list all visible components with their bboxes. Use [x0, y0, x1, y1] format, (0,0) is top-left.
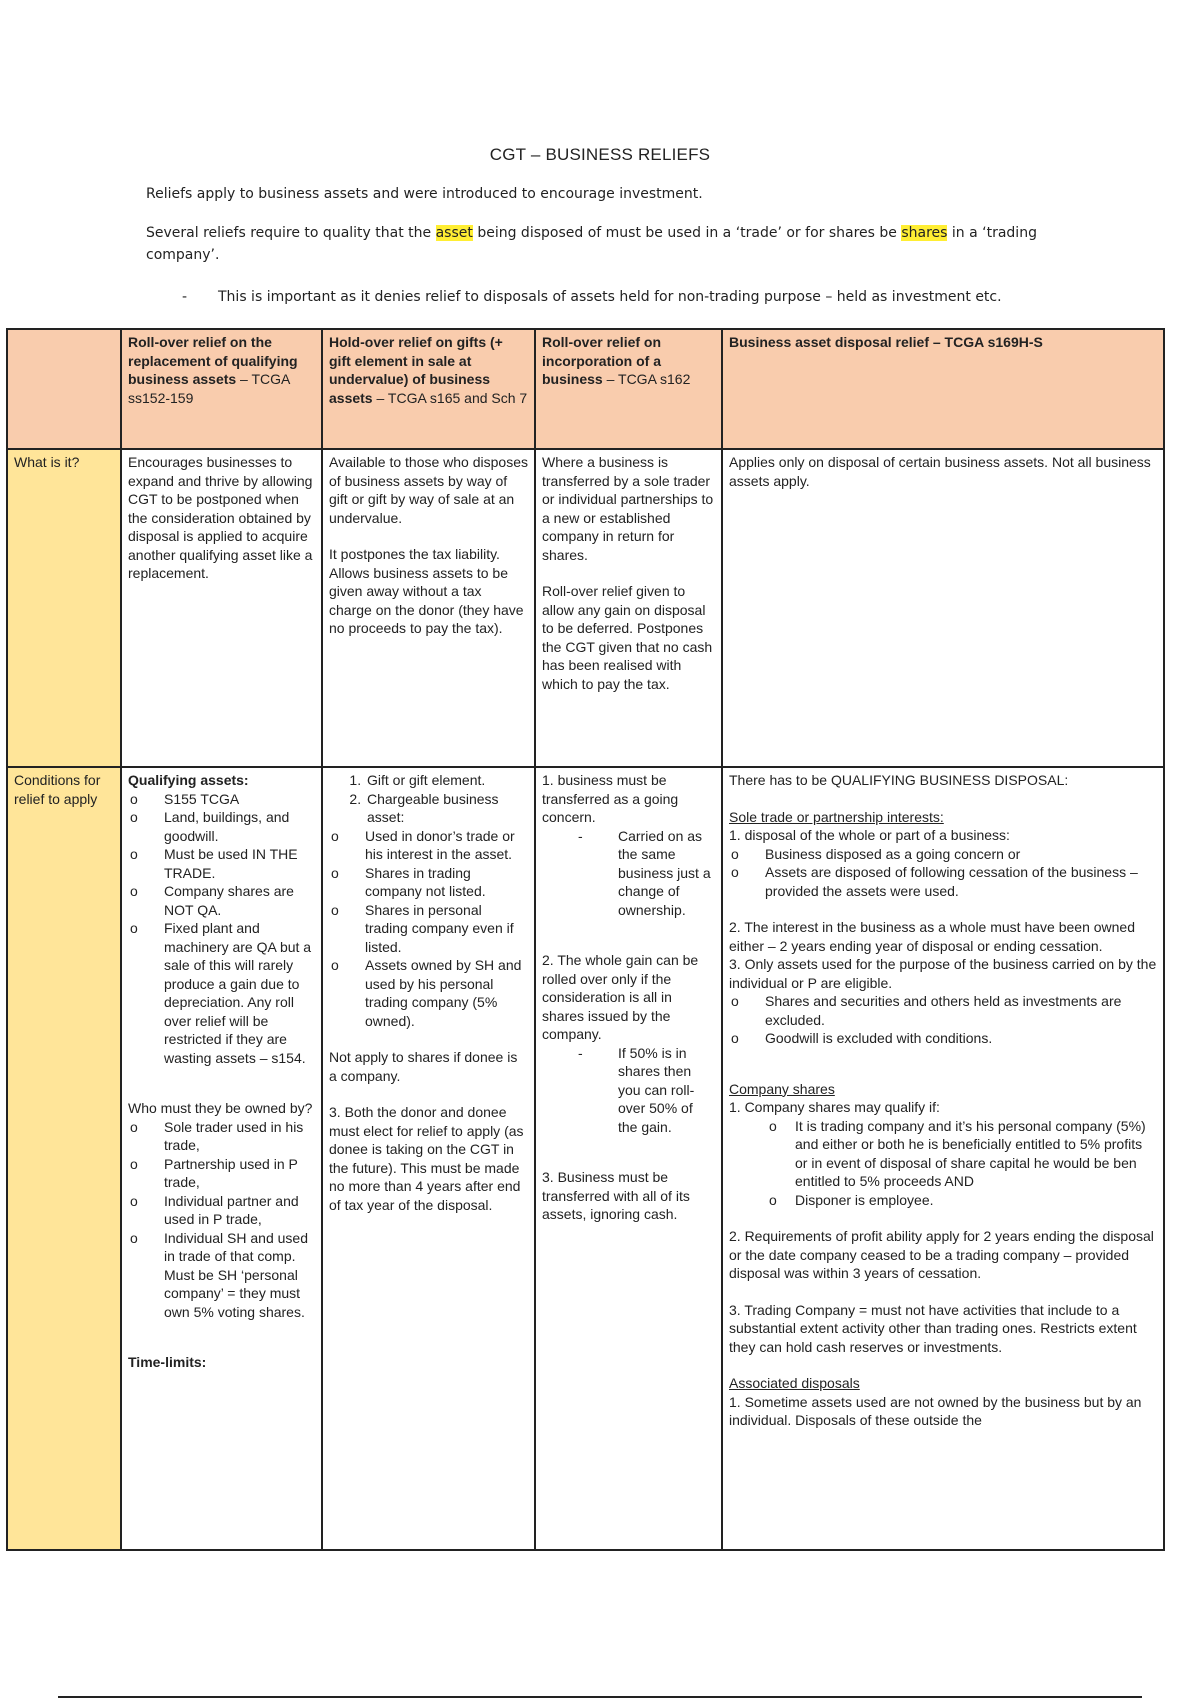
list-item: o Disponer is employee.: [767, 1191, 1157, 1210]
list-item: 2. Chargeable business asset:: [365, 790, 528, 827]
reliefs-table: [6, 328, 1165, 1551]
cell-holdover-conditions: [322, 767, 535, 1550]
intro-text: being disposed of must be used in a ‘trade’ or for shares be: [477, 225, 897, 241]
list-item: o Fixed plant and machinery are QA but a sale of this will rarely produce a gain due to depreciation. Any roll over relief will be restricted if they are wasting assets – s154.: [128, 919, 315, 1067]
holdover-numbered-list: [329, 771, 528, 827]
cell-incorporation-conditions: [535, 767, 722, 1550]
time-limits-heading: Time-limits:: [128, 1354, 207, 1370]
sole-trade-list: [729, 845, 1157, 901]
intro-bullet: [182, 289, 1002, 305]
corner-cell: [7, 329, 121, 449]
list-item: o Assets are disposed of following cessation of the business – provided the assets were used.: [729, 863, 1157, 900]
company-shares-heading: Company shares: [729, 1080, 835, 1097]
company-shares-point-1: 1. Company shares may qualify if:: [729, 1099, 940, 1115]
list-item: o Partnership used in P trade,: [128, 1155, 315, 1192]
qualifying-assets-heading: Qualifying assets:: [128, 772, 249, 788]
going-concern-sublist: [542, 827, 715, 920]
company-shares-point-2: 2. Requirements of profit ability apply for 2 years ending the disposal or the date company ceased to be a trading company – provided disposal was within 3 years of cessation.: [729, 1228, 1154, 1281]
holdover-note: Not apply to shares if donee is a company.: [329, 1049, 518, 1084]
list-item: o Shares in trading company not listed.: [329, 864, 528, 901]
dash-bullet: -: [182, 289, 188, 305]
qualifying-disposal-heading: There has to be QUALIFYING BUSINESS DISPOSAL:: [729, 772, 1069, 788]
sole-trade-point-3: 3. Only assets used for the purpose of the business carried on by the individual or P are eligible.: [729, 956, 1157, 991]
cell-badr-what: Applies only on disposal of certain business assets. Not all business assets apply.: [722, 449, 1164, 767]
whole-gain-point: 2. The whole gain can be rolled over only if the consideration is all in shares issued by the company.: [542, 952, 699, 1042]
header-rollover-incorporation: Roll-over relief on incorporation of a business – TCGA s162: [535, 329, 722, 449]
list-item: o Company shares are NOT QA.: [128, 882, 315, 919]
associated-disposals-point-1: 1. Sometime assets used are not owned by the business but by an individual. Disposals of these outside the: [729, 1393, 1142, 1428]
chargeable-asset-list: [329, 827, 528, 1031]
list-item: o Goodwill is excluded with conditions.: [729, 1029, 1157, 1048]
list-item: 1. Gift or gift element.: [365, 771, 528, 790]
list-item: o Individual SH and used in trade of that comp. Must be SH ‘personal company’ = they must own 5% voting shares.: [128, 1229, 315, 1322]
list-item: o Must be used IN THE TRADE.: [128, 845, 315, 882]
associated-disposals-heading: Associated disposals: [729, 1375, 860, 1391]
page-title: CGT – BUSINESS RELIEFS: [489, 145, 711, 164]
list-item: o It is trading company and it’s his personal company (5%) and either or both he is beneficially entitled to 5% profits or in event of disposal of share capital he would be ben entitled to 5% proceeds AND: [767, 1117, 1157, 1191]
intro-text: Several reliefs require to quality that the: [146, 225, 432, 241]
header-business-asset-disposal: Business asset disposal relief – TCGA s169H-S: [722, 329, 1164, 449]
list-item: o Shares in personal trading company even if listed.: [329, 901, 528, 957]
table-row-conditions: [7, 767, 1164, 1550]
row-label-conditions: Conditions for relief to apply: [7, 767, 121, 1550]
sole-trade-point-1: 1. disposal of the whole or part of a business:: [729, 827, 1010, 843]
cell-rollover-what: Encourages businesses to expand and thrive by allowing CGT to be postponed when the consideration obtained by disposal is applied to acquire another qualifying asset like a replacement.: [121, 449, 322, 767]
cell-incorporation-what: Where a business is transferred by a sole trader or individual partnerships to a new or established company in return for shares. Roll-over relief given to allow any gain on disposal to be deferred. Postpones the CGT given that no cash has been realised with which to pay the tax.: [535, 449, 722, 767]
sole-trade-point-2: 2. The interest in the business as a whole must have been owned either – 2 years ending year of disposal or ending cessation.: [729, 919, 1135, 954]
header-holdover-gifts: Hold-over relief on gifts (+ gift element in sale at undervalue) of business assets – TCGA s165 and Sch 7: [322, 329, 535, 449]
intro-requirement-paragraph: [146, 222, 1046, 266]
company-shares-list: [729, 1117, 1157, 1210]
excluded-assets-list: [729, 992, 1157, 1048]
cell-holdover-what: Available to those who disposes of business assets by way of gift or gift by way of sale at an undervalue. It postpones the tax liability. Allows business assets to be given away without a tax charge on the donor (they have no proceeds to pay the tax).: [322, 449, 535, 767]
intro-paragraph: Reliefs apply to business assets and were introduced to encourage investment.: [146, 186, 703, 202]
row-label-what-is-it: What is it?: [7, 449, 121, 767]
list-item: - Carried on as the same business just a change of ownership.: [612, 827, 715, 920]
list-item: - If 50% is in shares then you can roll-over 50% of the gain.: [612, 1044, 715, 1137]
owned-by-heading: Who must they be owned by?: [128, 1100, 313, 1116]
all-assets-point: 3. Business must be transferred with all of its assets, ignoring cash.: [542, 1169, 690, 1222]
header-row: [7, 329, 1164, 449]
list-item: o Land, buildings, and goodwill.: [128, 808, 315, 845]
table-row-what-is-it: [7, 449, 1164, 767]
list-item: o Individual partner and used in P trade,: [128, 1192, 315, 1229]
holdover-election: 3. Both the donor and donee must elect for relief to apply (as donee is taking on the CGT in the future). This must be made no more than 4 years after end of tax year of the disposal.: [329, 1104, 524, 1213]
intro-bullet-text: This is important as it denies relief to disposals of assets held for non-trading purpose – held as investment etc.: [218, 289, 1002, 305]
list-item: o Assets owned by SH and used by his personal trading company (5% owned).: [329, 956, 528, 1030]
footer-divider: [58, 1696, 1142, 1698]
list-item: o Business disposed as a going concern or: [729, 845, 1157, 864]
whole-gain-sublist: [542, 1044, 715, 1137]
list-item: o Shares and securities and others held as investments are excluded.: [729, 992, 1157, 1029]
list-item: o Sole trader used in his trade,: [128, 1118, 315, 1155]
cell-rollover-conditions: [121, 767, 322, 1550]
intro-text: in a ‘trading company’.: [146, 225, 1037, 263]
company-shares-point-3: 3. Trading Company = must not have activities that include to a substantial extent activity other than trading ones. Restricts extent they can hold cash reserves or investments.: [729, 1301, 1137, 1355]
qualifying-assets-list: [128, 790, 315, 1068]
highlight-shares: shares: [901, 225, 948, 241]
list-item: o S155 TCGA: [128, 790, 315, 809]
going-concern-point: 1. business must be transferred as a going concern.: [542, 772, 679, 825]
sole-trade-heading: Sole trade or partnership interests:: [729, 808, 944, 825]
owned-by-list: [128, 1118, 315, 1322]
cell-badr-conditions: [722, 767, 1164, 1550]
highlight-asset: asset: [435, 225, 473, 241]
header-rollover-replacement: Roll-over relief on the replacement of qualifying business assets – TCGA ss152-159: [121, 329, 322, 449]
list-item: o Used in donor’s trade or his interest in the asset.: [329, 827, 528, 864]
